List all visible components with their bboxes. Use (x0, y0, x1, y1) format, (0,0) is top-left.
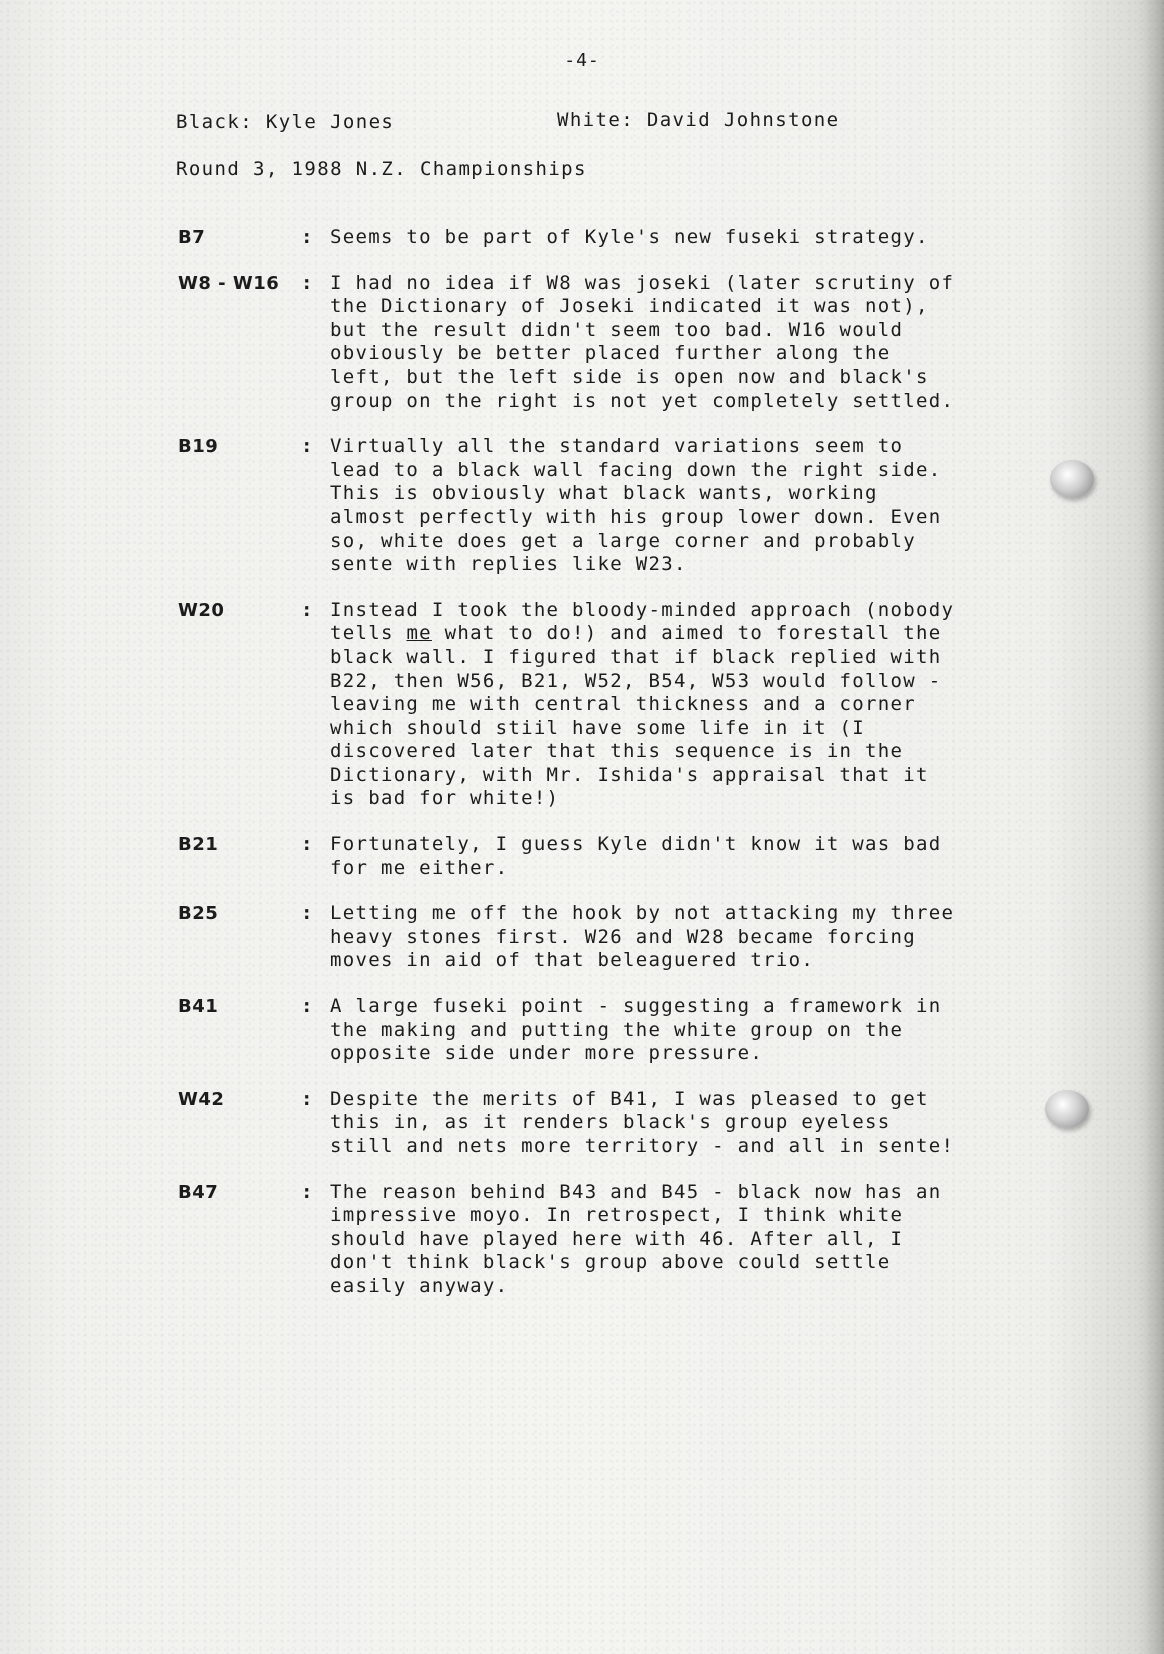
commentary-text-part: what to do!) and aimed to forestall the black wall. I figured that if black replied with B22, then W56, B21, W52, B54, W53 would follow - leaving me with central thickness and a corner which should stiil have some life in it (I discovered later that this sequence is in the Dictionary, with Mr. Ishida's appraisal that it is bad for white!) (330, 622, 942, 810)
commentary-text: Seems to be part of Kyle's new fuseki strategy. (330, 226, 929, 248)
commentary-entry (178, 1181, 1038, 1299)
separator: : (301, 995, 314, 1018)
move-label: W20 (178, 599, 225, 621)
commentary-entry (178, 902, 1038, 973)
separator: : (301, 1180, 314, 1203)
move-label: B47 (178, 1181, 219, 1203)
commentary-entry (178, 435, 1038, 577)
move-label: W8 - W16 (178, 272, 280, 294)
commentary-entry (178, 995, 1038, 1066)
commentary-text: Letting me off the hook by not attacking my three heavy stones first. W26 and W28 became forcing moves in aid of that beleaguered trio. (330, 902, 955, 972)
black-player-line: Black: Kyle Jones (176, 111, 395, 133)
separator: : (301, 598, 314, 621)
page-number: -4- (564, 50, 600, 71)
commentary-text: Despite the merits of B41, I was pleased to get this in, as it renders black's group eyeless still and nets more territory - and all in sente! (330, 1087, 955, 1157)
commentary-text-part: Instead I took the bloody-minded approach (nobody tells (330, 598, 955, 645)
white-player-line: White: David Johnstone (557, 109, 840, 131)
commentary-entry (178, 226, 1038, 250)
move-label: B19 (178, 436, 219, 458)
emphasized-word: me (406, 622, 432, 645)
commentary-text: Virtually all the standard variations seem to lead to a black wall facing down the right side. This is obviously what black wants, working almost perfectly with his group lower down. Even so, white does get a large corner and probably sente with replies like W23. (330, 435, 942, 576)
commentary-text: A large fuseki point - suggesting a framework in the making and putting the white group on the opposite side under more pressure. (330, 995, 942, 1065)
separator: : (301, 435, 314, 458)
commentary-entry (178, 833, 1038, 880)
separator: : (301, 902, 314, 925)
commentary-text: Fortunately, I guess Kyle didn't know it was bad for me either. (330, 833, 942, 879)
move-label: B41 (178, 996, 219, 1018)
commentary-entry (178, 599, 1038, 811)
move-label: W42 (178, 1088, 225, 1110)
punch-hole (1050, 460, 1094, 498)
separator: : (301, 833, 314, 856)
move-label: B25 (178, 903, 219, 925)
commentary-entry (178, 1088, 1038, 1159)
event-line: Round 3, 1988 N.Z. Championships (176, 158, 587, 180)
commentary-entry (178, 272, 1038, 414)
commentary-list (178, 226, 1038, 1321)
move-label: B21 (178, 834, 219, 856)
commentary-text: The reason behind B43 and B45 - black now has an impressive moyo. In retrospect, I think white should have played here with 46. After all, I don't think black's group above could settle easily anyway. (330, 1180, 942, 1297)
commentary-text (330, 599, 1038, 811)
commentary-text: I had no idea if W8 was joseki (later scrutiny of the Dictionary of Joseki indicated it was not), but the result didn't seem too bad. W16 would obviously be better placed further along the left, but the left side is open now and black's group on the right is not yet completely settled. (330, 271, 955, 412)
punch-hole (1045, 1090, 1089, 1128)
page-edge-shadow (1142, 0, 1164, 1654)
separator: : (301, 226, 314, 248)
separator: : (301, 1087, 314, 1110)
separator: : (301, 271, 314, 294)
move-label: B7 (178, 227, 206, 248)
